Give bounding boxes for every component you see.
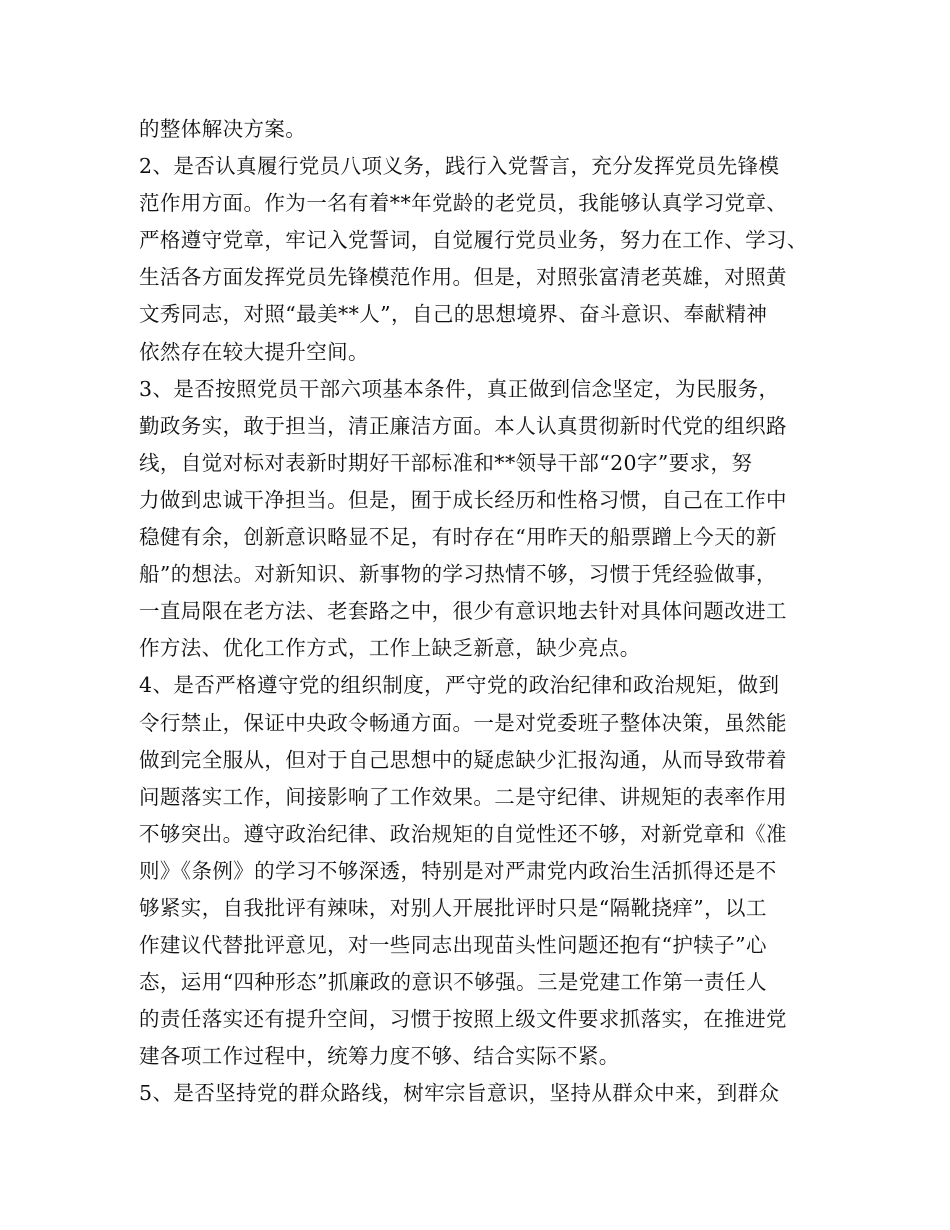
- text-line: 不够突出。遵守政治纪律、政治规矩的自觉性还不够，对新党章和《准: [139, 821, 787, 846]
- text-line: 船”的想法。对新知识、新事物的学习热情不够，习惯于凭经验做事，: [139, 562, 777, 587]
- text-line: 的整体解决方案。: [139, 117, 307, 141]
- text-line: 做到完全服从，但对于自己思想中的疑虑缺少汇报沟通，从而导致带着: [139, 747, 787, 772]
- text-line: 文秀同志，对照“最美**人”，自己的思想境界、奋斗意识、奉献精神: [139, 302, 768, 327]
- text-line: 稳健有余，创新意识略显不足，有时存在“用昨天的船票蹭上今天的新: [139, 525, 777, 550]
- text-line: 力做到忠诚干净担当。但是，囿于成长经历和性格习惯，自己在工作中: [139, 487, 787, 512]
- text-line: 依然存在较大提升空间。: [139, 339, 369, 364]
- text-line: 勤政务实，敢于担当，清正廉洁方面。本人认真贯彻新时代党的组织路: [139, 413, 787, 438]
- text-line: 问题落实工作，间接影响了工作效果。二是守纪律、讲规矩的表率作用: [139, 784, 787, 809]
- body-text: [139, 111, 819, 1113]
- text-line: 3、是否按照党员干部六项基本条件，真正做到信念坚定，为民服务，: [139, 376, 780, 401]
- text-line: 够紧实，自我批评有辣味，对别人开展批评时只是“隔靴挠痒”，以工: [139, 895, 767, 920]
- text-line: 线，自觉对标对表新时期好干部标准和**领导干部“20字”要求，努: [139, 450, 753, 475]
- text-line: 建各项工作过程中，统筹力度不够、结合实际不紧。: [139, 1044, 620, 1069]
- text-line: 5、是否坚持党的群众路线，树牢宗旨意识，坚持从群众中来，到群众: [139, 1081, 780, 1106]
- text-line: 生活各方面发挥党员先锋模范作用。但是，对照张富清老英雄，对照黄: [139, 265, 787, 290]
- text-line: 令行禁止，保证中央政令畅通方面。一是对党委班子整体决策，虽然能: [139, 710, 787, 735]
- text-line: 2、是否认真履行党员八项义务，践行入党誓言，充分发挥党员先锋模: [139, 154, 780, 179]
- text-line: 态，运用“四种形态”抓廉政的意识不够强。三是党建工作第一责任人: [139, 970, 767, 995]
- text-line: 作方法、优化工作方式，工作上缺乏新意，缺少亮点。: [139, 636, 641, 661]
- text-line: 严格遵守党章，牢记入党誓词，自觉履行党员业务，努力在工作、学习、: [139, 228, 808, 253]
- text-line: 一直局限在老方法、老套路之中，很少有意识地去针对具体问题改进工: [139, 599, 787, 624]
- text-line: 作建议代替批评意见，对一些同志出现苗头性问题还抱有“护犊子”心: [139, 933, 767, 958]
- text-line: 的责任落实还有提升空间，习惯于按照上级文件要求抓落实，在推进党: [139, 1007, 787, 1032]
- text-line: 则》《条例》的学习不够深透，特别是对严肃党内政治生活抓得还是不: [139, 858, 777, 883]
- text-line: 范作用方面。作为一名有着**年党龄的老党员，我能够认真学习党章、: [139, 191, 788, 216]
- text-line: 4、是否严格遵守党的组织制度，严守党的政治纪律和政治规矩，做到: [139, 673, 780, 698]
